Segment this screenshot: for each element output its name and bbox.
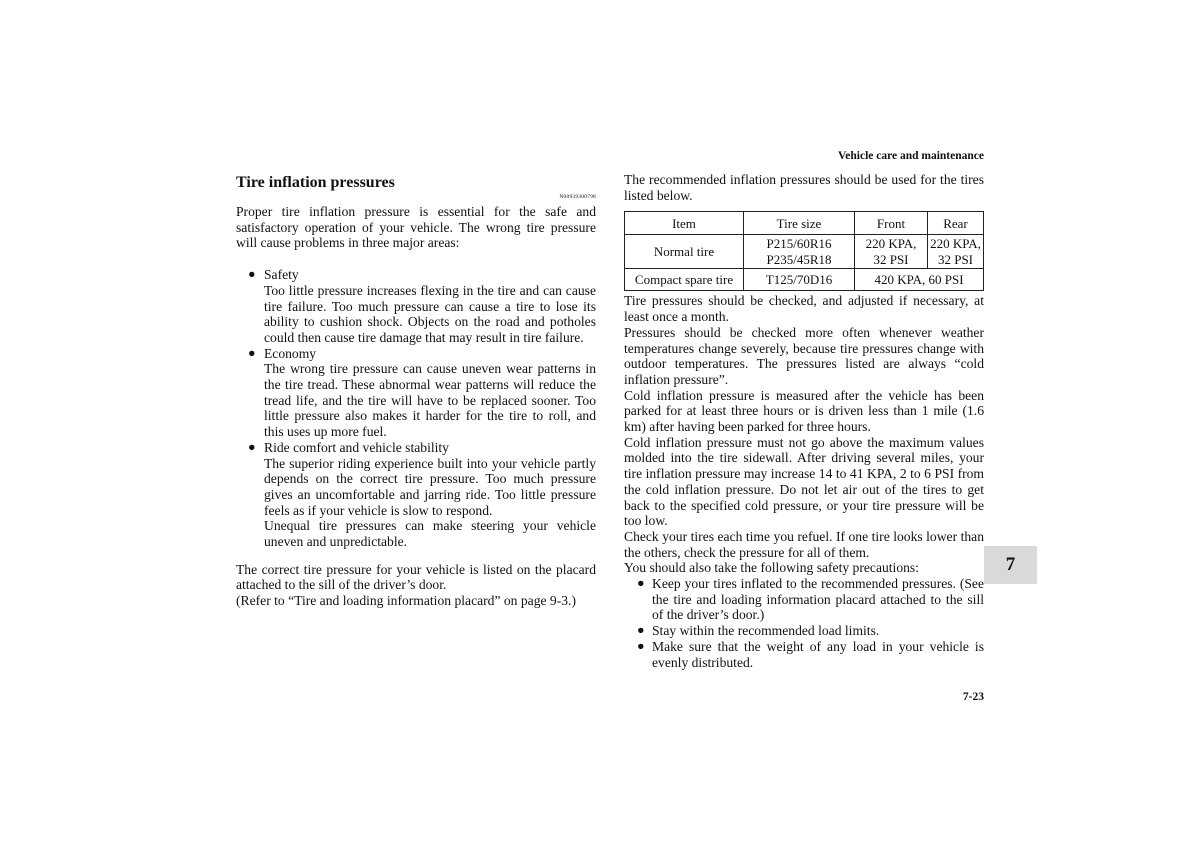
cell-line: P215/60R16 <box>766 236 832 252</box>
reference-paragraph: (Refer to “Tire and loading information placard” on page 9-3.) <box>236 593 576 609</box>
placard-paragraph: The correct tire pressure for your vehicle is listed on the placard attached to the sill of the driver’s door. <box>236 561 596 593</box>
right-column <box>624 172 984 670</box>
paragraph: Check your tires each time you refuel. If one tire looks lower than the others, check the pressure for all of them. <box>624 528 984 560</box>
bullet-icon: ● <box>637 623 645 638</box>
list-item <box>624 623 984 639</box>
list-item-label: Ride comfort and vehicle stability <box>264 439 449 455</box>
list-item-text: The wrong tire pressure can cause uneven wear patterns in the tire tread. These abnormal wear patterns will reduce the tread life, and the tire will have to be replaced sooner. Too little pressure also makes it harder for the tire to roll, and this uses up more fuel. <box>264 361 596 440</box>
list-item-label: Economy <box>264 345 317 361</box>
paragraph: Cold inflation pressure is measured after the vehicle has been parked for at least three hours or is driven less than 1 mile (1.6 km) after having been parked for three hours. <box>624 387 984 435</box>
list-item-text: Stay within the recommended load limits. <box>652 623 880 639</box>
list-item-ride-comfort <box>236 440 596 550</box>
list-item-label: Safety <box>264 267 299 283</box>
table-intro: The recommended inflation pressures should be used for the tires listed below. <box>624 172 984 203</box>
tire-pressure-table <box>624 211 984 291</box>
page-number: 7-23 <box>962 691 984 703</box>
document-code: N00939300798 <box>559 194 596 200</box>
column-header: Front <box>855 212 928 235</box>
paragraph: Cold inflation pressure must not go above the maximum values molded into the tire sidewall. After driving several miles, your tire inflation pressure may increase 14 to 41 KPA, 2 to 6 PSI from the cold inflation pressure. Do not let air out of the tires to get back to the specified cold pressure, or your tire pressure will be too low. <box>624 434 984 529</box>
bullet-icon: ● <box>248 267 256 282</box>
list-item-text: The superior riding experience built into your vehicle partly depends on the correct tire pressure. Too much pressure gives an uncomfortable and jarring ride. Too little pressure feels as if your vehicle is slow to respond. <box>264 455 596 518</box>
bullet-icon: ● <box>248 345 256 360</box>
table-header-row <box>625 212 984 235</box>
paragraph: Pressures should be checked more often whenever weather temperatures change severely, because tire pressures change with outdoor temperatures. The pressures listed are always “cold inflation pressure”. <box>624 324 984 387</box>
precautions-list <box>624 576 984 670</box>
table-cell: Normal tire <box>625 235 744 269</box>
bullet-icon: ● <box>637 576 645 591</box>
table-cell: Compact spare tire <box>625 269 744 291</box>
list-item-text: Keep your tires inflated to the recommended pressures. (See the tire and loading information placard attached to the sill of the driver’s door.) <box>652 576 984 623</box>
cell-line: 220 KPA, <box>930 236 981 252</box>
list-item-economy <box>236 346 596 440</box>
list-item-text: Too little pressure increases flexing in the tire and can cause tire failure. Too much pressure can cause a tire to lose its ability to cushion shock. Objects on the road and potholes could then cause tire damage that may result in tire failure. <box>264 282 596 345</box>
table-cell <box>855 235 928 269</box>
list-item <box>624 639 984 670</box>
bullet-icon: ● <box>637 638 645 653</box>
column-header: Rear <box>928 212 984 235</box>
problem-areas-list <box>236 267 596 550</box>
column-header: Tire size <box>744 212 855 235</box>
left-column <box>236 172 596 609</box>
cell-line: 220 KPA, <box>865 236 917 252</box>
table-cell <box>744 235 855 269</box>
table-cell <box>928 235 984 269</box>
list-item-text: Unequal tire pressures can make steering your vehicle uneven and unpredictable. <box>264 518 596 550</box>
table-cell: T125/70D16 <box>744 269 855 291</box>
intro-paragraph: Proper tire inflation pressure is essential for the safe and satisfactory operation of your vehicle. The wrong tire pressure will cause problems in three major areas: <box>236 204 596 251</box>
table-row <box>625 235 984 269</box>
chapter-tab: 7 <box>984 546 1037 584</box>
list-item-text: Make sure that the weight of any load in your vehicle is evenly distributed. <box>652 638 984 670</box>
paragraph: Tire pressures should be checked, and adjusted if necessary, at least once a month. <box>624 293 984 325</box>
cell-line: 32 PSI <box>873 251 909 267</box>
cell-line: P235/45R18 <box>766 251 832 267</box>
bullet-icon: ● <box>248 439 256 454</box>
running-header: Vehicle care and maintenance <box>838 150 984 162</box>
column-header: Item <box>625 212 744 235</box>
list-item <box>624 576 984 623</box>
table-row <box>625 269 984 291</box>
cell-line: 32 PSI <box>937 251 974 267</box>
list-item-safety <box>236 267 596 346</box>
section-title: Tire inflation pressures <box>236 174 395 191</box>
table-cell: 420 KPA, 60 PSI <box>855 269 984 291</box>
paragraph: You should also take the following safety precautions: <box>624 560 919 576</box>
